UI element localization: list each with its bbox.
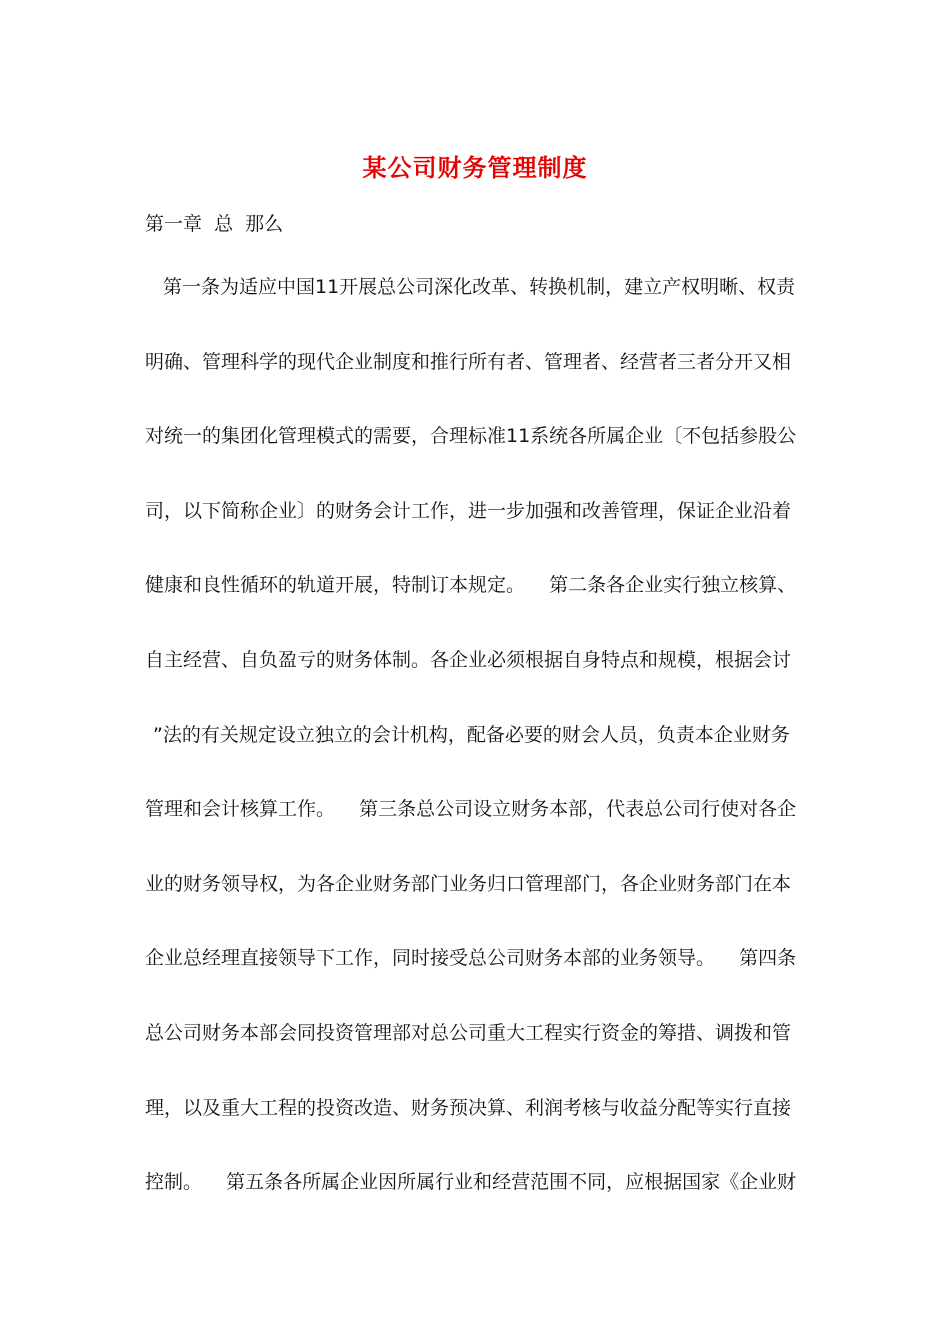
body-line: ”法的有关规定设立独立的会计机构，配备必要的财会人员，负责本企业财务	[153, 723, 790, 746]
body-line: 健康和良性循环的轨道开展，特制订本规定。 第二条各企业实行独立核算、	[145, 574, 797, 597]
body-line: 第一条为适应中国11开展总公司深化改革、转换机制，建立产权明晰、权责	[163, 276, 796, 298]
chapter-heading: 第一章 总 那么	[145, 213, 284, 235]
body-line: 控制。 第五条各所属企业因所属行业和经营范围不同，应根据国家《企业财	[145, 1171, 797, 1194]
body-line: 理，以及重大工程的投资改造、财务预决算、利润考核与收益分配等实行直接	[145, 1096, 792, 1119]
body-line: 自主经营、自负盈亏的财务体制。各企业必须根据自身特点和规模，根据会讨	[145, 648, 792, 671]
body-line: 明确、管理科学的现代企业制度和推行所有者、管理者、经营者三者分开又相	[145, 350, 792, 373]
document-title: 某公司财务管理制度	[362, 153, 588, 182]
body-line: 对统一的集团化管理模式的需要，合理标准11系统各所属企业〔不包括参股公	[145, 425, 797, 448]
body-line: 企业总经理直接领导下工作，同时接受总公司财务本部的业务领导。 第四条	[145, 947, 797, 970]
body-line: 总公司财务本部会同投资管理部对总公司重大工程实行资金的筹措、调拨和管	[145, 1021, 792, 1044]
body-line: 管理和会计核算工作。 第三条总公司设立财务本部，代表总公司行使对各企	[145, 798, 797, 821]
body-line: 业的财务领导权，为各企业财务部门业务归口管理部门，各企业财务部门在本	[145, 872, 792, 895]
document-body	[145, 272, 815, 1242]
body-line: 司，以下简称企业〕的财务会计工作，进一步加强和改善管理，保证企业沿着	[145, 499, 792, 522]
